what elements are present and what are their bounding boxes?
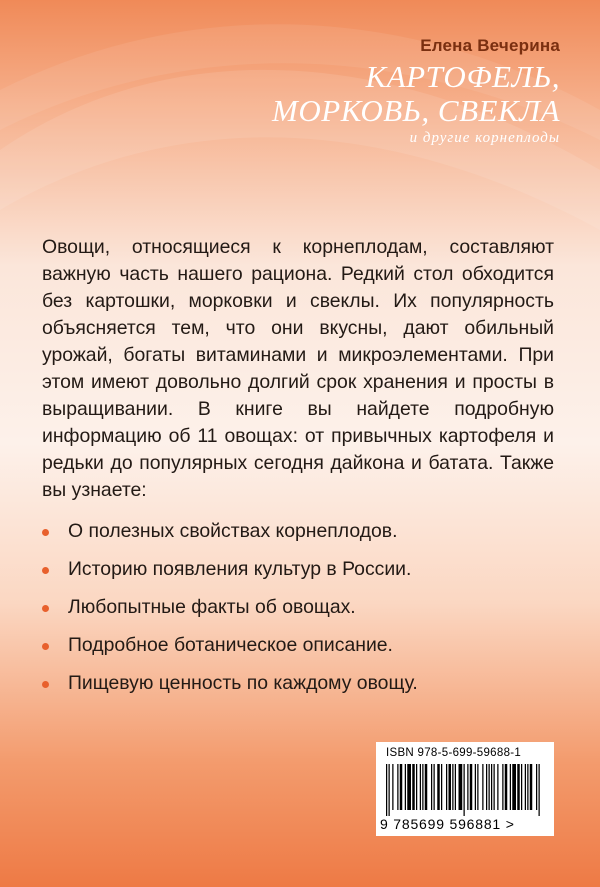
feature-item (42, 632, 554, 659)
barcode-panel (376, 742, 554, 836)
feature-text: Историю появления культур в России. (68, 558, 412, 580)
barcode-digits: 9 785699 596881 > (380, 816, 515, 832)
book-subtitle: и другие корнеплоды (409, 130, 560, 146)
bullet-icon (42, 681, 49, 688)
feature-text: О полезных свойствах корнеплодов. (68, 520, 398, 542)
book-title (272, 60, 560, 128)
feature-item (42, 670, 554, 697)
feature-list (42, 518, 554, 697)
bullet-icon (42, 605, 49, 612)
book-header (272, 36, 560, 147)
title-line-2: МОРКОВЬ, СВЕКЛА (272, 93, 560, 128)
book-description: Овощи, относящиеся к корнеплодам, составляют важную часть нашего рациона. Редкий стол обходится без картошки, морковки и свеклы. Их популярность объясняется тем, что они вкусны, дают обильный урожай, богаты витаминами и микроэлементами. При этом имеют довольно долгий срок хранения и просты в выращивании. В книге вы найдете подробную информацию об 11 овощах: от привычных картофеля и редьки до популярных сегодня дайкона и батата. Также вы узнаете: (42, 236, 554, 501)
barcode-bars (386, 764, 544, 816)
feature-item (42, 556, 554, 583)
isbn-label: ISBN 978-5-699-59688-1 (386, 747, 522, 759)
feature-text: Пищевую ценность по каждому овощу. (68, 672, 418, 694)
bullet-icon (42, 529, 49, 536)
title-line-1: КАРТОФЕЛЬ, (365, 59, 560, 94)
feature-text: Подробное ботаническое описание. (68, 634, 393, 656)
author-name: Елена Вечерина (420, 36, 560, 55)
back-cover-content (42, 234, 554, 708)
feature-item (42, 518, 554, 545)
feature-item (42, 594, 554, 621)
bullet-icon (42, 643, 49, 650)
bullet-icon (42, 567, 49, 574)
feature-text: Любопытные факты об овощах. (68, 596, 356, 618)
